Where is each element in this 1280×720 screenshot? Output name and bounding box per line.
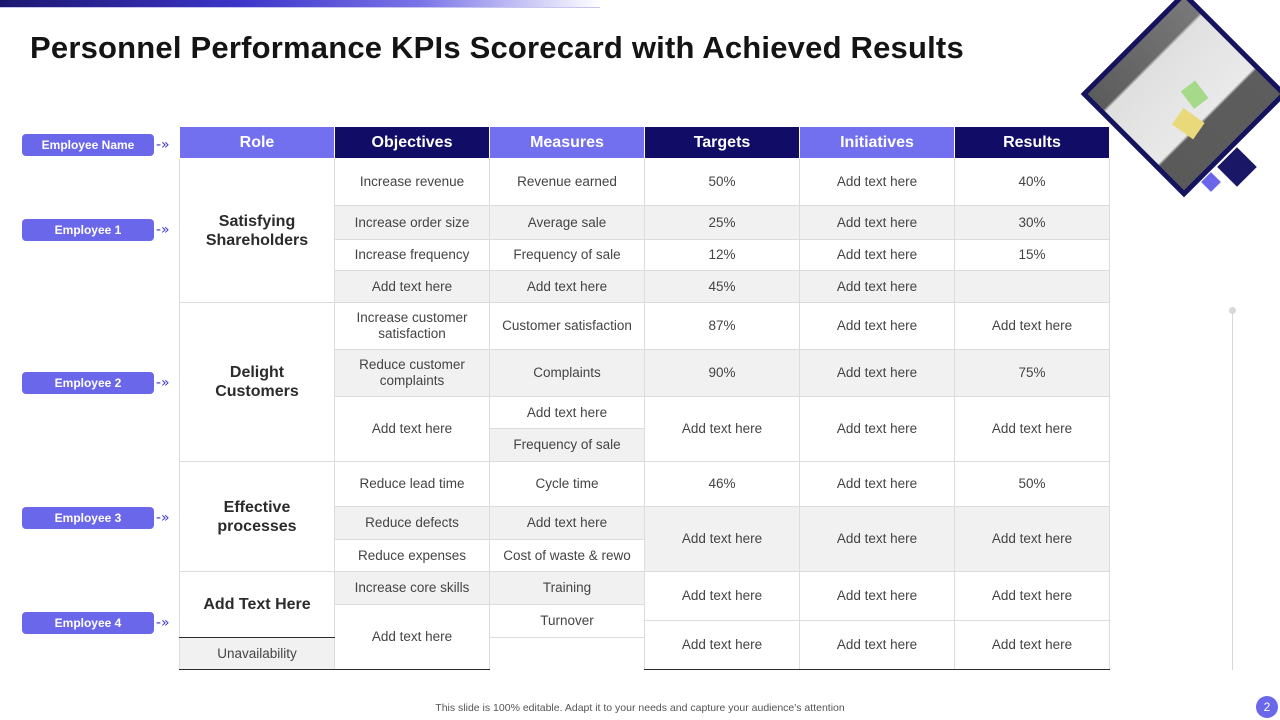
arrow-icon: -» (156, 615, 170, 631)
header-measures: Measures (490, 127, 645, 159)
table-cell: Frequency of sale (490, 240, 645, 271)
role-cell: Delight Customers (180, 303, 335, 462)
table-cell: Reduce defects (335, 507, 490, 540)
arrow-icon: -» (156, 510, 170, 526)
table-cell: Add text here (800, 303, 955, 350)
table-cell: 30% (955, 206, 1110, 240)
table-cell: Add text here (955, 303, 1110, 350)
table-cell: Add text here (800, 159, 955, 206)
table-row (180, 462, 1110, 507)
table-cell: 46% (645, 462, 800, 507)
table-cell: 75% (955, 350, 1110, 397)
table-cell: Increase frequency (335, 240, 490, 271)
table-cell: Add text here (490, 507, 645, 540)
table-cell: 12% (645, 240, 800, 271)
table-cell: Reduce customer complaints (335, 350, 490, 397)
table-cell: Add text here (800, 462, 955, 507)
table-cell: Add text here (955, 621, 1110, 670)
table-cell: 90% (645, 350, 800, 397)
table-cell: Unavailability (180, 638, 335, 670)
employee-2-label: Employee 2 (22, 372, 154, 394)
table-cell: Complaints (490, 350, 645, 397)
table-cell: Add text here (645, 397, 800, 462)
table-cell: Add text here (490, 271, 645, 303)
table-cell: Add text here (645, 621, 800, 670)
table-cell: Increase core skills (335, 572, 490, 605)
table-cell: Average sale (490, 206, 645, 240)
table-cell: Add text here (800, 621, 955, 670)
top-accent-line (0, 0, 600, 7)
table-cell: Add text here (800, 507, 955, 572)
table-cell: Add text here (800, 271, 955, 303)
table-cell: 25% (645, 206, 800, 240)
table-cell: Frequency of sale (490, 429, 645, 462)
table-row (180, 303, 1110, 350)
header-targets: Targets (645, 127, 800, 159)
arrow-icon: -» (156, 137, 170, 153)
arrow-icon: -» (156, 375, 170, 391)
employee-3-label: Employee 3 (22, 507, 154, 529)
role-cell: Effective processes (180, 462, 335, 572)
table-row (180, 159, 1110, 206)
table-cell: Revenue earned (490, 159, 645, 206)
table-cell: Add text here (335, 605, 490, 670)
employee-name-label: Employee Name (22, 134, 154, 156)
table-cell: 45% (645, 271, 800, 303)
kpi-scorecard-table (179, 126, 1110, 670)
table-cell: Add text here (645, 507, 800, 572)
table-cell: Turnover (490, 605, 645, 638)
table-cell: Reduce expenses (335, 540, 490, 572)
table-cell: Add text here (335, 397, 490, 462)
table-cell: Add text here (645, 572, 800, 621)
table-cell: 50% (645, 159, 800, 206)
table-cell: 40% (955, 159, 1110, 206)
table-cell: Add text here (800, 572, 955, 621)
header-role: Role (180, 127, 335, 159)
table-cell: Add text here (955, 397, 1110, 462)
table-cell: Add text here (955, 507, 1110, 572)
table-cell: Add text here (955, 572, 1110, 621)
role-cell: Add Text Here (180, 572, 335, 638)
table-cell: 87% (645, 303, 800, 350)
footer-note: This slide is 100% editable. Adapt it to your needs and capture your audience's attention (435, 702, 845, 714)
role-cell: Satisfying Shareholders (180, 159, 335, 303)
table-cell: Increase revenue (335, 159, 490, 206)
table-cell: Add text here (335, 271, 490, 303)
table-header-row (180, 127, 1110, 159)
page-title: Personnel Performance KPIs Scorecard with Achieved Results (30, 30, 964, 65)
table-cell: 15% (955, 240, 1110, 271)
table-cell: Training (490, 572, 645, 605)
table-cell: Add text here (800, 206, 955, 240)
employee-4-label: Employee 4 (22, 612, 154, 634)
header-objectives: Objectives (335, 127, 490, 159)
table-cell: 50% (955, 462, 1110, 507)
top-accent-line-thin (0, 7, 600, 8)
arrow-icon: -» (156, 222, 170, 238)
header-initiatives: Initiatives (800, 127, 955, 159)
table-cell: Increase order size (335, 206, 490, 240)
table-cell: Add text here (800, 240, 955, 271)
table-cell: Cycle time (490, 462, 645, 507)
table-cell: Increase customer satisfaction (335, 303, 490, 350)
table-cell: Reduce lead time (335, 462, 490, 507)
page-number-badge: 2 (1256, 696, 1278, 718)
table-cell: Cost of waste & rewo (490, 540, 645, 572)
header-results: Results (955, 127, 1110, 159)
table-cell: Add text here (800, 350, 955, 397)
table-cell: Customer satisfaction (490, 303, 645, 350)
decorative-vertical-line (1232, 312, 1233, 670)
table-cell: Add text here (800, 397, 955, 462)
employee-1-label: Employee 1 (22, 219, 154, 241)
table-cell: Add text here (490, 397, 645, 429)
table-row (180, 572, 1110, 605)
table-cell (955, 271, 1110, 303)
